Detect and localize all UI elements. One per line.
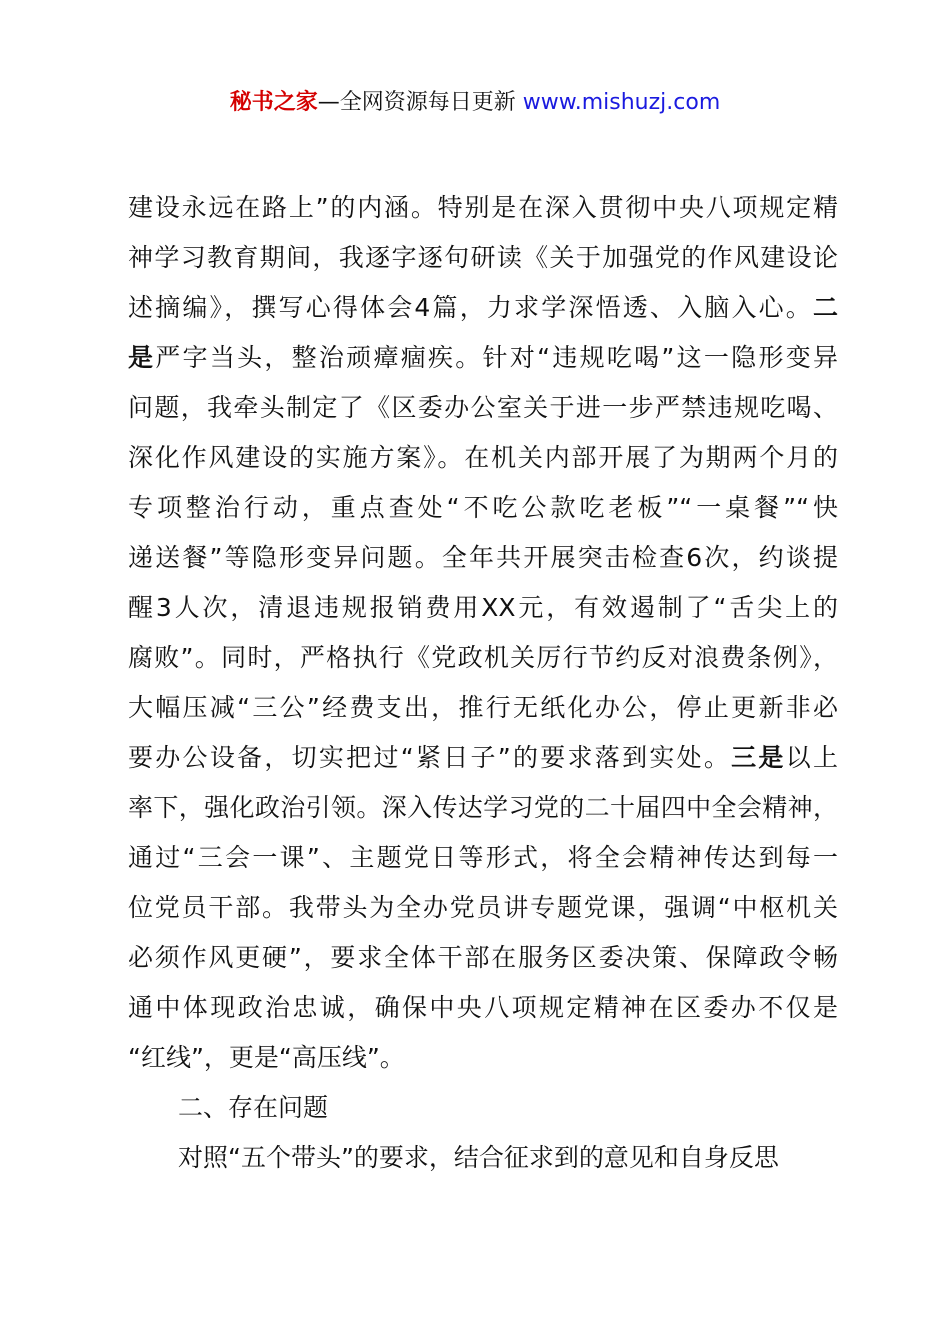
- body-line: 专项整治行动，重点查处“不吃公款吃老板”“一桌餐”“快: [128, 493, 838, 522]
- body-line: [128, 283, 838, 333]
- body-line-text: 要办公设备，切实把过“紧日子”的要求落到实处。: [128, 743, 732, 772]
- body-line: 问题，我牵头制定了《区委办公室关于进一步严禁违规吃喝、: [128, 393, 838, 422]
- body-line: 通中体现政治忠诚，确保中央八项规定精神在区委办不仅是: [128, 993, 838, 1022]
- body-line-text: 严字当头，整治顽瘴痼疾。针对“违规吃喝”这一隐形变异: [155, 343, 838, 372]
- body-line: 醒3人次，清退违规报销费用XX元，有效遏制了“舌尖上的: [128, 593, 838, 622]
- body-line: [128, 333, 838, 383]
- site-header: [0, 86, 950, 120]
- document-body: [128, 183, 838, 1183]
- body-line: 率下，强化政治引领。深入传达学习党的二十届四中全会精神，: [128, 793, 838, 822]
- body-line: 递送餐”等隐形变异问题。全年共开展突击检查6次，约谈提: [128, 543, 838, 572]
- bold-marker: 二: [812, 293, 838, 322]
- site-url-link[interactable]: www.mishuzj.com: [522, 90, 721, 115]
- header-slogan: —全网资源每日更新: [317, 90, 523, 115]
- section-heading: 二、存在问题: [178, 1093, 329, 1122]
- body-line: 建设永远在路上”的内涵。特别是在深入贯彻中央八项规定精: [128, 193, 838, 222]
- bold-marker: 三是: [731, 743, 786, 772]
- body-line: 对照“五个带头”的要求，结合征求到的意见和自身反思: [178, 1143, 779, 1172]
- body-line: “红线”，更是“高压线”。: [128, 1043, 405, 1072]
- body-line: [128, 733, 838, 783]
- body-line: 位党员干部。我带头为全办党员讲专题党课，强调“中枢机关: [128, 893, 838, 922]
- body-line: 神学习教育期间，我逐字逐句研读《关于加强党的作风建设论: [128, 243, 838, 272]
- body-line: 腐败”。同时，严格执行《党政机关厉行节约反对浪费条例》，: [128, 643, 838, 672]
- body-line: 通过“三会一课”、主题党日等形式，将全会精神传达到每一: [128, 843, 838, 872]
- body-line: 深化作风建设的实施方案》。在机关内部开展了为期两个月的: [128, 443, 838, 472]
- body-line-text: 述摘编》，撰写心得体会4篇，力求学深悟透、入脑入心。: [128, 293, 813, 322]
- body-line: 大幅压减“三公”经费支出，推行无纸化办公，停止更新非必: [128, 693, 838, 722]
- brand-name: 秘书之家: [229, 90, 318, 115]
- bold-marker: 是: [128, 343, 156, 372]
- body-line: 必须作风更硬”，要求全体干部在服务区委决策、保障政令畅: [128, 943, 838, 972]
- body-line-text: 以上: [785, 743, 838, 772]
